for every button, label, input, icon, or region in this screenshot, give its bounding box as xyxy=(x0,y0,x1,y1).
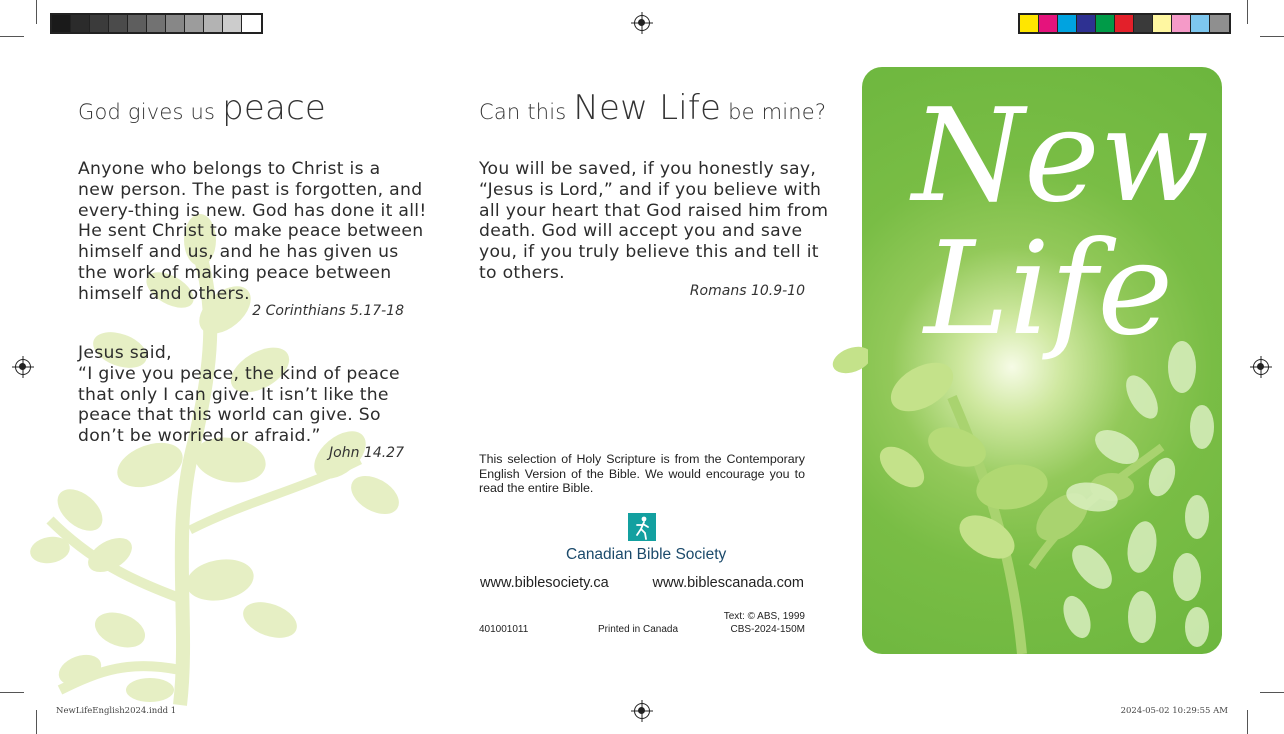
passage-line: don’t be worried or afraid.” xyxy=(78,426,321,447)
left-reference-2: John 14.27 xyxy=(329,445,404,461)
passage-line: Anyone who belongs to Christ is a xyxy=(78,159,381,179)
cover-overflow-leaves-icon xyxy=(828,340,868,400)
passage-line: “I give you peace, the kind of peace xyxy=(78,363,400,384)
cover-word-life: Life xyxy=(924,215,1174,364)
color-swatch xyxy=(1210,15,1229,32)
slug-timestamp: 2024-05-02 10:29:55 AM xyxy=(1120,706,1228,716)
color-swatch xyxy=(1039,15,1058,32)
color-bar xyxy=(1018,13,1231,34)
color-swatch xyxy=(52,15,71,32)
cbs-code: CBS-2024-150M xyxy=(730,624,805,635)
passage-line: Jesus said, xyxy=(78,343,172,363)
passage-line: himself and others. xyxy=(78,283,250,304)
color-swatch xyxy=(90,15,109,32)
color-swatch xyxy=(1096,15,1115,32)
middle-heading xyxy=(479,88,826,128)
passage-line: You will be saved, if you honestly say, xyxy=(479,159,817,179)
color-swatch xyxy=(242,15,261,32)
middle-reference: Romans 10.9-10 xyxy=(689,283,805,299)
passage-line: peace that this world can give. So xyxy=(78,405,381,426)
passage-line: the work of making peace between xyxy=(78,262,392,283)
color-swatch xyxy=(1058,15,1077,32)
printed-in: Printed in Canada xyxy=(598,624,679,635)
crop-mark xyxy=(36,710,37,734)
passage-line: all your heart that God raised him from xyxy=(479,200,829,221)
color-swatch xyxy=(109,15,128,32)
color-swatch xyxy=(147,15,166,32)
color-swatch xyxy=(1153,15,1172,32)
left-heading-small: God gives us xyxy=(78,100,216,124)
crop-mark xyxy=(1247,0,1248,24)
product-code: 401001011 xyxy=(479,624,529,635)
registration-mark-icon xyxy=(634,703,650,719)
registration-mark-icon xyxy=(1253,359,1269,375)
color-swatch xyxy=(1115,15,1134,32)
color-swatch xyxy=(185,15,204,32)
color-swatch xyxy=(1172,15,1191,32)
slug-filename: NewLifeEnglish2024.indd 1 xyxy=(56,706,177,716)
url-biblescanada[interactable]: www.biblescanada.com xyxy=(652,575,804,591)
passage-line: new person. The past is forgotten, and xyxy=(78,179,423,200)
left-passage-2 xyxy=(78,343,400,447)
passage-line: you, if you truly believe this and tell it xyxy=(479,242,819,263)
color-swatch xyxy=(128,15,147,32)
crop-mark xyxy=(36,0,37,24)
passage-line: that only I can give. It isn’t like the xyxy=(78,384,389,405)
crop-mark xyxy=(0,36,24,37)
crop-mark xyxy=(1247,710,1248,734)
color-swatch xyxy=(1134,15,1153,32)
grayscale-bar xyxy=(50,13,263,34)
color-swatch xyxy=(1077,15,1096,32)
middle-heading-post: be mine? xyxy=(728,100,827,124)
registration-mark-icon xyxy=(634,15,650,31)
left-passage-1 xyxy=(78,159,427,305)
passage-line: every-thing is new. God has done it all! xyxy=(78,200,427,221)
color-swatch xyxy=(1020,15,1039,32)
crop-mark xyxy=(1260,692,1284,693)
middle-passage xyxy=(479,159,828,284)
bible-society-logo-icon xyxy=(628,513,656,541)
left-reference-1: 2 Corinthians 5.17-18 xyxy=(252,303,404,319)
color-swatch xyxy=(71,15,90,32)
color-swatch xyxy=(223,15,242,32)
passage-line: “Jesus is Lord,” and if you believe with xyxy=(479,179,822,200)
color-swatch xyxy=(166,15,185,32)
passage-line: He sent Christ to make peace between xyxy=(78,221,424,242)
left-heading-big: peace xyxy=(222,88,327,128)
color-swatch xyxy=(1191,15,1210,32)
passage-line: death. God will accept you and save xyxy=(479,221,803,242)
color-swatch xyxy=(204,15,223,32)
middle-heading-pre: Can this xyxy=(479,100,567,124)
passage-line: himself and us, and he has given us xyxy=(78,242,399,263)
cover-word-new: New xyxy=(912,82,1210,231)
passage-line: to others. xyxy=(479,262,565,283)
society-name: Canadian Bible Society xyxy=(566,546,727,563)
url-biblesociety[interactable]: www.biblesociety.ca xyxy=(480,575,609,591)
left-heading xyxy=(78,88,326,128)
middle-heading-big: New Life xyxy=(573,88,722,128)
crop-mark xyxy=(1260,36,1284,37)
copyright-text: Text: © ABS, 1999 xyxy=(723,611,805,622)
cev-note: This selection of Holy Scripture is from the Contemporary English Version of the Bible. We would encourage you to read the entire Bible. xyxy=(479,452,805,495)
cover-panel xyxy=(862,67,1222,654)
